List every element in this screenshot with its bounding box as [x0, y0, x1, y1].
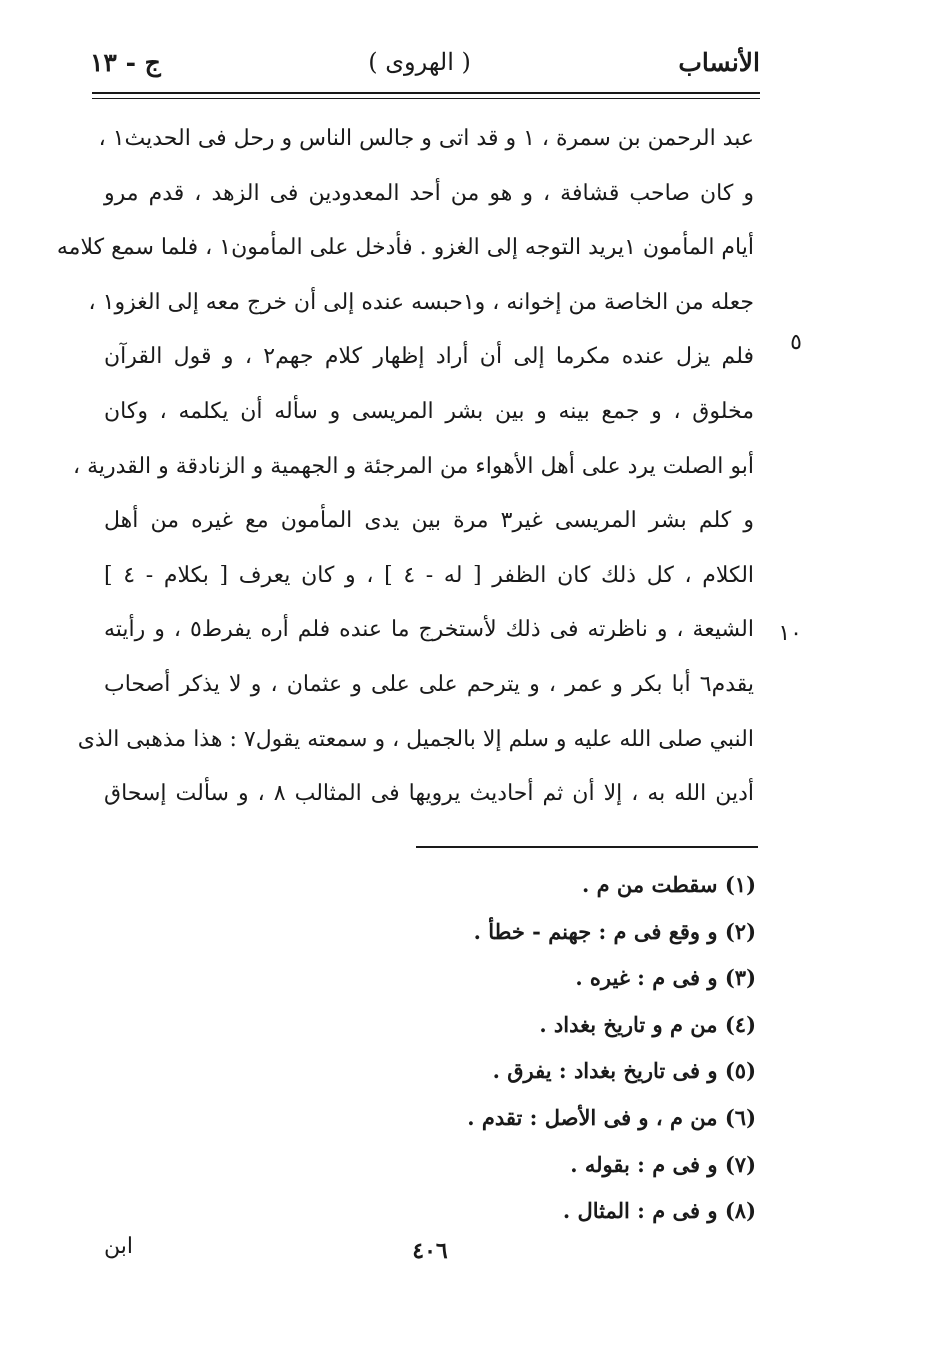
text-line: يقدم٦ أبا بكر و عمر ، و يترحم على على و عثمان ، و لا يذكر أصحاب: [104, 671, 754, 697]
text-line: مخلوق ، و جمع بينه و بين بشر المريسى و سأله أن يكلمه ، وكان: [104, 398, 754, 424]
header-book-title: الأنساب: [678, 47, 760, 77]
page-number: ٤٠٦: [412, 1238, 448, 1264]
footnotes: [300, 862, 756, 1235]
footnote: (٦) من م ، و فى الأصل : تقدم .: [467, 1104, 756, 1130]
footnote: (٥) و فى تاريخ بغداد : يفرق .: [492, 1058, 756, 1084]
header-rule-thick: [92, 92, 760, 94]
text-line: أبو الصلت يرد على أهل الأهواء من المرجئة و الجهمية و الزنادقة و القدرية ،: [73, 453, 754, 479]
text-line: و كان صاحب قشافة ، و هو من أحد المعدودين فى الزهد ، قدم مرو: [104, 180, 754, 206]
header-volume: ج - ١٣: [90, 47, 161, 77]
footnote: (١) سقطت من م .: [581, 872, 756, 897]
footnote: (٢) و وقع فى م : جهنم - خطأ .: [473, 918, 756, 944]
footnote: (٣) و فى م : غيره .: [575, 965, 756, 991]
main-text: [56, 112, 755, 822]
text-line: و كلم بشر المريسى غير٣ مرة بين يدى المأمون مع غيره من أهل: [104, 508, 754, 534]
header-author: ( الهروى ): [368, 48, 471, 76]
text-line: أيام المأمون ١يريد التوجه إلى الغزو . فأدخل على المأمون١ ، فلما سمع كلامه: [56, 235, 754, 261]
text-line: الكلام ، كل ذلك كان الظفر [ له - ٤ ] ، و كان يعرف [ بكلام - ٤ ]: [104, 562, 755, 588]
line-number-5: ٥: [790, 330, 802, 355]
text-line: عبد الرحمن بن سمرة ، ١ و قد اتى و جالس الناس و رحل فى الحديث١ ،: [98, 126, 754, 151]
text-line: فلم يزل عنده مكرما إلى أن أراد إظهار كلام جهم٢ ، و قول القرآن: [104, 344, 754, 370]
footnote: (٤) من م و تاريخ بغداد .: [539, 1011, 756, 1037]
footnote: (٨) و فى م : المثال .: [562, 1198, 756, 1224]
header-rule-thin: [92, 98, 760, 99]
text-line: جعله من الخاصة من إخوانه ، و١حبسه عنده إلى أن خرج معه إلى الغزو١ ،: [88, 289, 754, 315]
text-line: النبي صلى الله عليه و سلم إلا بالجميل ، و سمعته يقول٧ : هذا مذهبى الذى: [77, 726, 754, 752]
footnote-separator: [416, 846, 758, 848]
catchword: ابن: [104, 1234, 133, 1259]
line-number-10: ١٠: [778, 621, 802, 646]
page-header: [90, 40, 760, 84]
text-line: الشيعة ، و ناظرته فى ذلك لأستخرج ما عنده فلم أره يفرط٥ ، و رأيته: [104, 617, 755, 643]
footnote: (٧) و فى م : بقوله .: [570, 1151, 756, 1177]
text-line: أدين الله به ، إلا أن ثم أحاديث يرويها فى المثالب ٨ ، و سألت إسحاق: [104, 781, 754, 807]
